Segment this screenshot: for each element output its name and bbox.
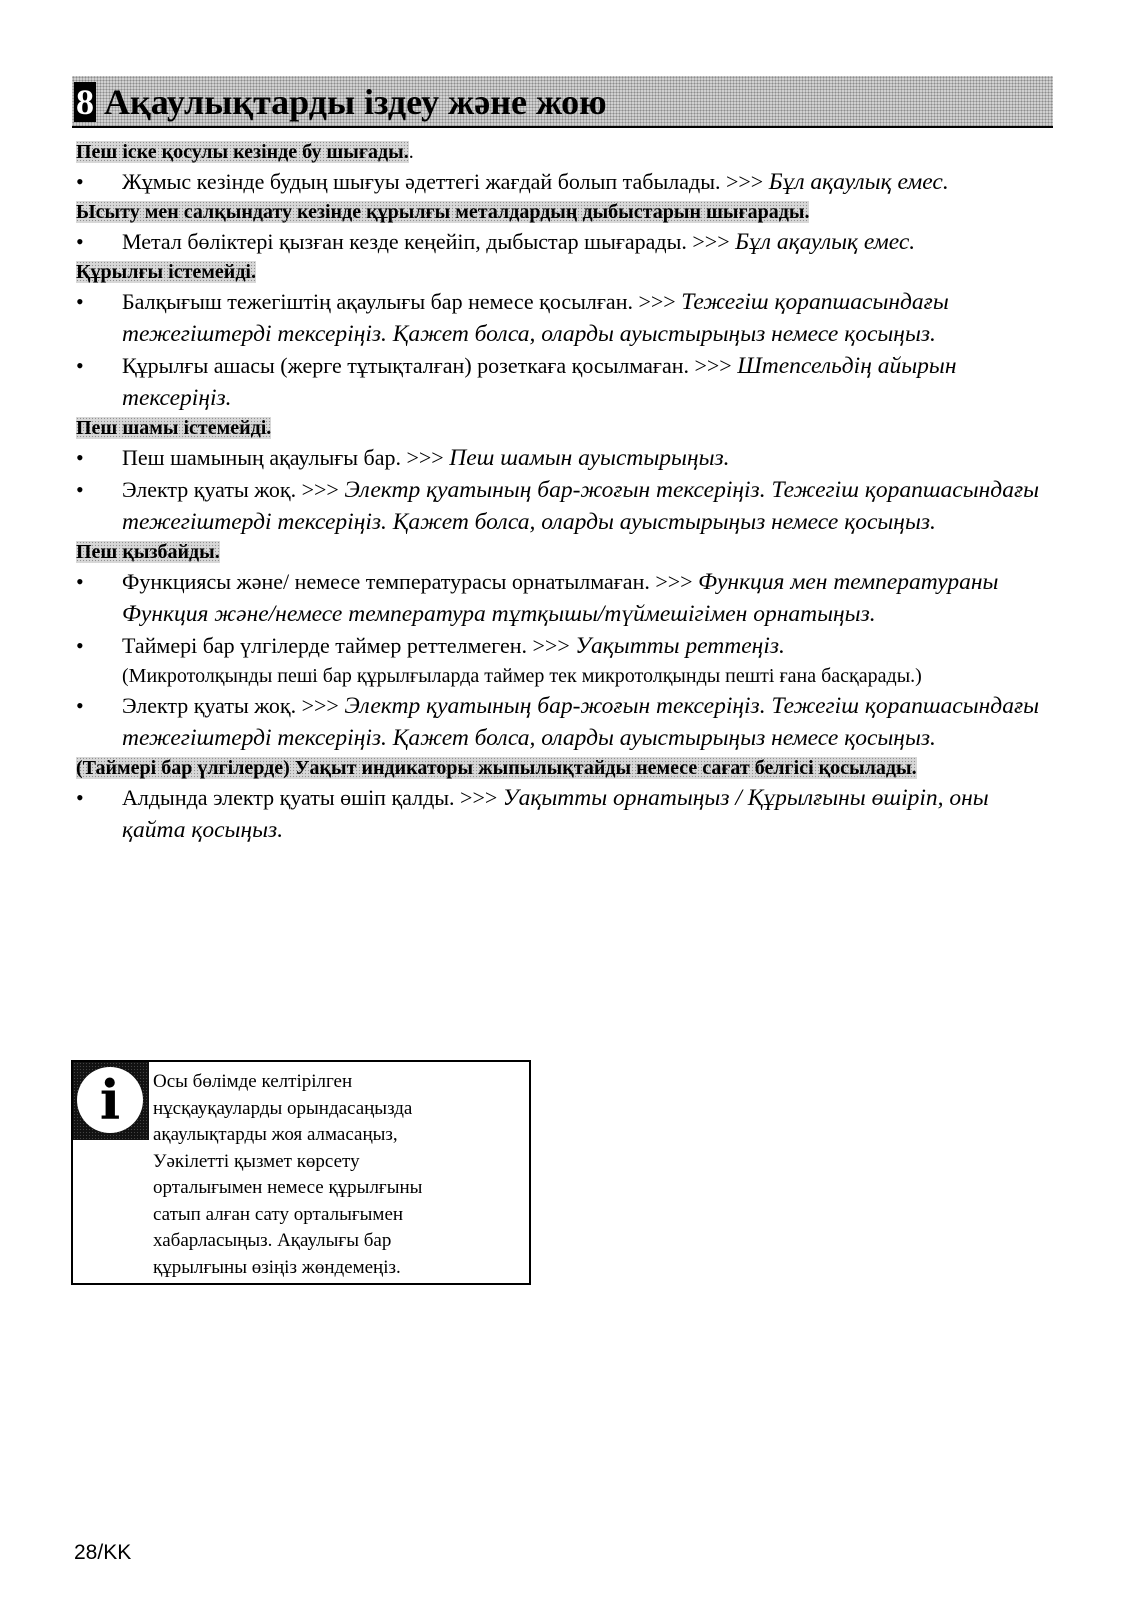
- section-not-working: [76, 258, 1056, 414]
- item-note: (Микротолқынды пеші бар құрылғыларда таймер тек микротолқынды пешті ғана басқарады.): [122, 665, 922, 687]
- section-heading: Пеш шамы істемейді.: [76, 417, 272, 439]
- problem-text: Жұмыс кезінде будың шығуы әдеттегі жағдай болып табылады. >>>: [122, 169, 769, 194]
- list-item: • Метал бөліктері қызған кезде кеңейіп, дыбыстар шығарады. >>> Бұл ақаулық емес.: [76, 229, 916, 255]
- chapter-header: [72, 76, 1053, 128]
- chapter-title: Ақаулықтарды іздеу және жою: [104, 82, 607, 122]
- remedy-text: Пеш шамын ауыстырыңыз.: [449, 445, 730, 471]
- list-item: • Пеш шамының ақаулығы бар. >>> Пеш шамын ауыстырыңыз.: [76, 445, 730, 471]
- remedy-text: Электр қуатының бар-жоғын тексеріңіз. Тежегіш қорапшасындағы тежегіштерді тексеріңіз. Қажет болса, оларды ауыстырыңыз немесе қосыңыз.: [122, 477, 1040, 535]
- problem-text: Таймері бар үлгілерде таймер реттелмеген. >>>: [122, 633, 576, 658]
- remedy-text: Уақытты орнатыңыз / Құрылғыны өшіріп, оны қайта қосыңыз.: [122, 785, 989, 843]
- section-no-heat: [76, 538, 1056, 754]
- problem-text: Пеш шамының ақаулығы бар. >>>: [122, 445, 450, 470]
- remedy-text: Бұл ақаулық емес.: [735, 229, 916, 255]
- section-heading: Ысыту мен салқындату кезінде құрылғы металдардың дыбыстарын шығарады.: [76, 201, 810, 223]
- problem-text: Метал бөліктері қызған кезде кеңейіп, дыбыстар шығарады. >>>: [122, 229, 736, 254]
- troubleshooting-list: [76, 138, 1056, 846]
- list-item: • Функциясы және/ немесе температурасы орнатылмаған. >>> Функция мен температураны Функция және/немесе температура тұтқышы/түймешігімен орнатыңыз.: [76, 569, 999, 627]
- section-time-indicator: [76, 754, 1056, 846]
- section-heading: (Таймері бар үлгілерде) Уақыт индикаторы жыпылықтайды немесе сағат белгісі қосылады.: [76, 757, 917, 779]
- remedy-text: Бұл ақаулық емес.: [768, 169, 949, 195]
- remedy-text: Штепсельдің айырын тексеріңіз.: [122, 353, 957, 411]
- remedy-text: Тежегіш қорапшасындағы тежегіштерді тексеріңіз. Қажет болса, оларды ауыстырыңыз немесе қосыңыз.: [122, 289, 949, 347]
- info-icon: i: [73, 1062, 149, 1140]
- section-heading: Пеш қызбайды.: [76, 541, 220, 563]
- list-item: • Алдында электр қуаты өшіп қалды. >>> Уақытты орнатыңыз / Құрылғыны өшіріп, оны қайта қосыңыз.: [76, 785, 989, 843]
- problem-text: Электр қуаты жоқ. >>>: [122, 693, 345, 718]
- remedy-text: Функция мен температураны Функция және/немесе температура тұтқышы/түймешігімен орнатыңыз.: [122, 569, 999, 627]
- section-metal-sounds: [76, 198, 1056, 258]
- section-steam: Пеш іске қосулы кезінде бу шығады.. • Жұмыс кезінде будың шығуы әдеттегі жағдай болып табылады. >>> Бұл ақаулық емес.: [76, 138, 1056, 198]
- problem-text: Алдында электр қуаты өшіп қалды. >>>: [122, 785, 503, 810]
- page-number: 28/KK: [74, 1541, 132, 1564]
- remedy-text: Уақытты реттеңіз.: [575, 633, 785, 659]
- chapter-number: 8: [76, 82, 94, 122]
- section-heading: Құрылғы істемейді.: [76, 261, 256, 283]
- list-item: • Балқығыш тежегіштің ақаулығы бар немесе қосылған. >>> Тежегіш қорапшасындағы тежегіштерді тексеріңіз. Қажет болса, оларды ауыстырыңыз немесе қосыңыз.: [76, 289, 949, 347]
- info-box: [71, 1060, 531, 1285]
- problem-text: Құрылғы ашасы (жерге тұтықталған) розеткаға қосылмаған. >>>: [122, 353, 738, 378]
- list-item: • Таймері бар үлгілерде таймер реттелмеген. >>> Уақытты реттеңіз. (Микротолқынды пеші бар құрылғыларда таймер тек микротолқынды пешті ғана басқарады.): [76, 630, 1056, 690]
- list-item: • Құрылғы ашасы (жерге тұтықталған) розеткаға қосылмаған. >>> Штепсельдің айырын тексеріңіз.: [76, 353, 957, 411]
- list-item: • Жұмыс кезінде будың шығуы әдеттегі жағдай болып табылады. >>> Бұл ақаулық емес.: [76, 169, 949, 195]
- section-heading: Пеш іске қосулы кезінде бу шығады.: [76, 141, 409, 163]
- problem-text: Электр қуаты жоқ. >>>: [122, 477, 345, 502]
- section-lamp: [76, 414, 1056, 538]
- remedy-text: Электр қуатының бар-жоғын тексеріңіз. Тежегіш қорапшасындағы тежегіштерді тексеріңіз. Қажет болса, оларды ауыстырыңыз немесе қосыңыз.: [122, 693, 1040, 751]
- list-item: • Электр қуаты жоқ. >>> Электр қуатының бар-жоғын тексеріңіз. Тежегіш қорапшасындағы тежегіштерді тексеріңіз. Қажет болса, оларды ауыстырыңыз немесе қосыңыз.: [76, 477, 1040, 535]
- problem-text: Балқығыш тежегіштің ақаулығы бар немесе қосылған. >>>: [122, 289, 682, 314]
- info-text: Осы бөлімде келтірілген нұсқауқауларды орындасаңызда ақаулықтарды жоя алмасаңыз, Уәкілетті қызмет көрсету орталығымен немесе құрылғыны сатып алған сату орталығымен хабарласыңыз. Ақаулығы бар құрылғыны өзіңіз жөндемеңіз.: [153, 1071, 423, 1278]
- list-item: • Электр қуаты жоқ. >>> Электр қуатының бар-жоғын тексеріңіз. Тежегіш қорапшасындағы тежегіштерді тексеріңіз. Қажет болса, оларды ауыстырыңыз немесе қосыңыз.: [76, 693, 1040, 751]
- problem-text: Функциясы және/ немесе температурасы орнатылмаған. >>>: [122, 569, 699, 594]
